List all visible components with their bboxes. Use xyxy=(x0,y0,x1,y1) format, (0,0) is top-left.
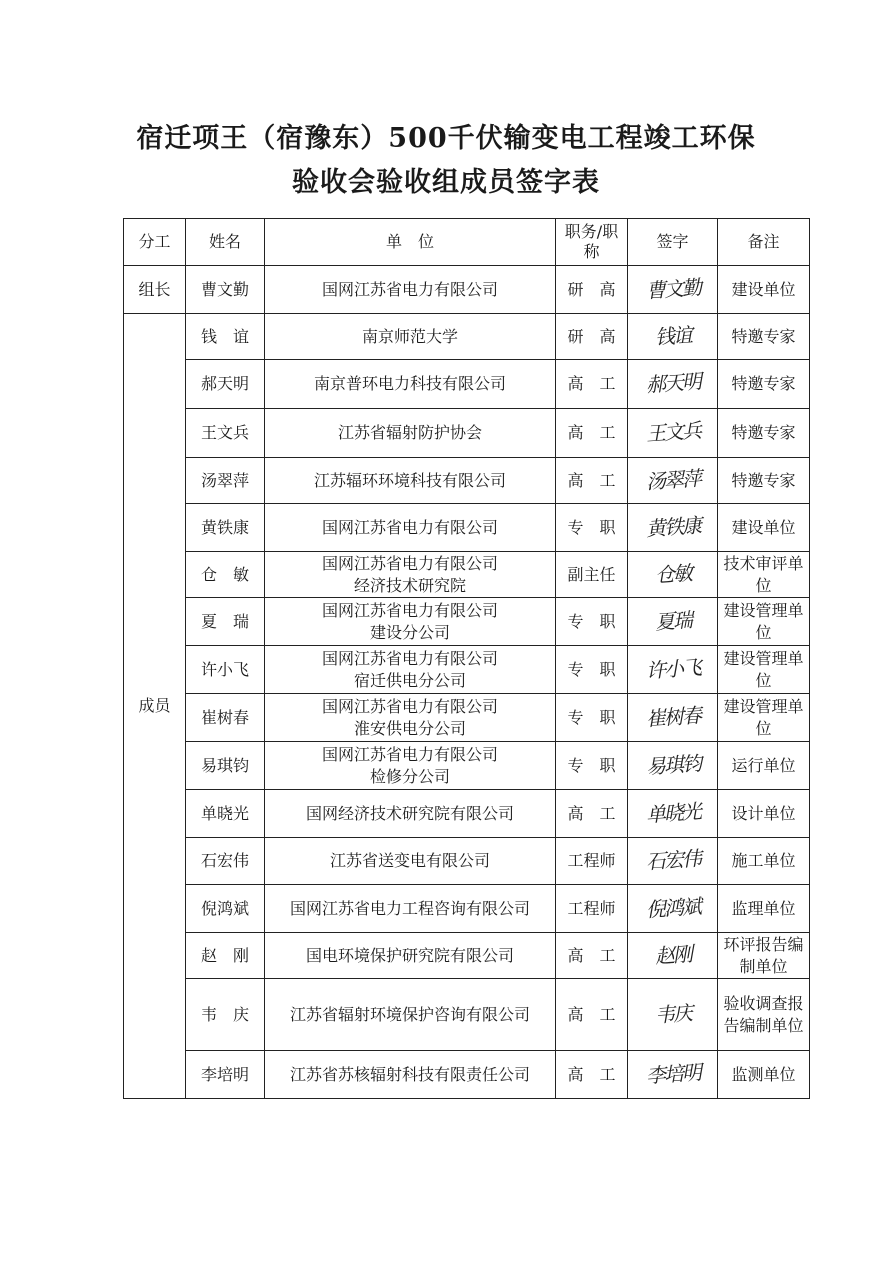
member-remark: 环评报告编制单位 xyxy=(718,933,810,979)
member-title: 工程师 xyxy=(556,838,628,885)
member-unit-line: 南京师范大学 xyxy=(361,326,458,346)
member-title: 专 职 xyxy=(556,598,628,646)
header-signature: 签字 xyxy=(628,219,718,266)
member-unit-line: 江苏省辐射环境保护咨询有限公司 xyxy=(289,1004,530,1024)
handwritten-signature: 曹文勤 xyxy=(644,274,701,303)
member-unit-line: 检修分公司 xyxy=(369,766,450,786)
table-header-row xyxy=(124,219,810,266)
document-title-line-2: 验收会验收组成员签字表 xyxy=(292,167,600,198)
handwritten-signature: 韦庆 xyxy=(653,1000,692,1027)
table-row xyxy=(124,504,810,552)
member-name: 倪鸿斌 xyxy=(186,885,265,933)
member-unit xyxy=(265,838,556,885)
member-name: 夏 瑞 xyxy=(186,598,265,646)
member-remark: 特邀专家 xyxy=(718,314,810,360)
member-remark: 建设管理单位 xyxy=(718,598,810,646)
member-unit-line: 江苏省送变电有限公司 xyxy=(329,851,490,870)
member-name: 仓 敏 xyxy=(186,552,265,598)
member-unit xyxy=(265,458,556,504)
member-signature xyxy=(628,790,718,838)
member-title: 高 工 xyxy=(556,360,628,409)
member-unit-line: 国网江苏省电力有限公司 xyxy=(321,279,498,299)
member-title: 专 职 xyxy=(556,504,628,552)
member-remark: 设计单位 xyxy=(718,790,810,838)
member-unit-line: 国电环境保护研究院有限公司 xyxy=(305,945,514,965)
member-title: 工程师 xyxy=(556,885,628,933)
handwritten-signature: 赵刚 xyxy=(653,941,692,968)
table-row xyxy=(124,838,810,885)
member-remark: 监理单位 xyxy=(718,885,810,933)
member-unit xyxy=(265,314,556,360)
table-row xyxy=(124,979,810,1051)
handwritten-signature: 石宏伟 xyxy=(644,846,701,874)
member-signature xyxy=(628,266,718,314)
member-remark: 施工单位 xyxy=(718,838,810,885)
member-signature xyxy=(628,360,718,409)
member-signature xyxy=(628,504,718,552)
member-remark: 验收调查报告编制单位 xyxy=(718,979,810,1051)
member-unit xyxy=(265,504,556,552)
member-unit-line: 江苏辐环环境科技有限公司 xyxy=(313,470,506,490)
handwritten-signature: 夏瑞 xyxy=(653,607,692,634)
member-remark: 建设管理单位 xyxy=(718,694,810,742)
table-row xyxy=(124,552,810,598)
handwritten-signature: 倪鸿斌 xyxy=(644,893,701,922)
member-title: 研 高 xyxy=(556,314,628,360)
member-unit-line: 国网经济技术研究院有限公司 xyxy=(305,803,514,823)
table-row xyxy=(124,790,810,838)
table-row xyxy=(124,458,810,504)
member-unit-line: 南京普环电力科技有限公司 xyxy=(313,374,506,393)
member-name: 郝天明 xyxy=(186,360,265,409)
member-signature xyxy=(628,742,718,790)
member-signature xyxy=(628,933,718,979)
member-title: 专 职 xyxy=(556,742,628,790)
member-unit xyxy=(265,266,556,314)
member-unit-line: 国网江苏省电力有限公司 xyxy=(321,600,498,620)
table-row xyxy=(124,1051,810,1099)
handwritten-signature: 钱谊 xyxy=(653,322,692,349)
member-remark: 监测单位 xyxy=(718,1051,810,1099)
member-unit-line: 国网江苏省电力有限公司 xyxy=(321,553,498,573)
member-title: 副主任 xyxy=(556,552,628,598)
handwritten-signature: 郝天明 xyxy=(644,369,701,397)
header-position: 职务/职称 xyxy=(556,219,628,266)
member-unit-line: 江苏省辐射防护协会 xyxy=(337,423,482,442)
member-unit xyxy=(265,979,556,1051)
member-unit-line: 国网江苏省电力工程咨询有限公司 xyxy=(289,898,530,918)
member-unit-line: 宿迁供电分公司 xyxy=(353,670,466,690)
member-title: 高 工 xyxy=(556,979,628,1051)
member-signature xyxy=(628,838,718,885)
member-unit xyxy=(265,933,556,979)
member-remark: 建设单位 xyxy=(718,504,810,552)
member-title: 高 工 xyxy=(556,409,628,458)
member-name: 黄铁康 xyxy=(186,504,265,552)
member-remark: 建设管理单位 xyxy=(718,646,810,694)
member-name: 许小飞 xyxy=(186,646,265,694)
member-unit xyxy=(265,742,556,790)
member-remark: 特邀专家 xyxy=(718,409,810,458)
handwritten-signature: 崔树春 xyxy=(644,702,701,731)
member-unit xyxy=(265,360,556,409)
member-remark: 运行单位 xyxy=(718,742,810,790)
table-row xyxy=(124,598,810,646)
member-unit-line: 国网江苏省电力有限公司 xyxy=(321,648,498,668)
table-row xyxy=(124,360,810,409)
member-unit xyxy=(265,694,556,742)
handwritten-signature: 汤翠萍 xyxy=(644,465,701,494)
member-title: 高 工 xyxy=(556,1051,628,1099)
member-name: 曹文勤 xyxy=(186,266,265,314)
member-title: 高 工 xyxy=(556,458,628,504)
member-title: 专 职 xyxy=(556,694,628,742)
member-title: 专 职 xyxy=(556,646,628,694)
table-row xyxy=(124,694,810,742)
header-name: 姓名 xyxy=(186,219,265,266)
member-remark: 特邀专家 xyxy=(718,360,810,409)
member-unit xyxy=(265,790,556,838)
member-signature xyxy=(628,458,718,504)
member-unit-line: 经济技术研究院 xyxy=(353,575,466,595)
member-signature xyxy=(628,694,718,742)
member-title: 高 工 xyxy=(556,790,628,838)
member-signature xyxy=(628,646,718,694)
member-remark: 特邀专家 xyxy=(718,458,810,504)
header-remark: 备注 xyxy=(718,219,810,266)
member-unit xyxy=(265,885,556,933)
handwritten-signature: 王文兵 xyxy=(644,418,701,446)
member-signature xyxy=(628,1051,718,1099)
member-remark: 建设单位 xyxy=(718,266,810,314)
table-row xyxy=(124,266,810,314)
member-name: 石宏伟 xyxy=(186,838,265,885)
member-signature xyxy=(628,979,718,1051)
member-signature xyxy=(628,598,718,646)
member-unit xyxy=(265,646,556,694)
member-unit-line: 建设分公司 xyxy=(369,622,450,642)
handwritten-signature: 李培明 xyxy=(644,1059,701,1088)
member-name: 韦 庆 xyxy=(186,979,265,1051)
handwritten-signature: 仓敏 xyxy=(653,560,692,587)
member-name: 王文兵 xyxy=(186,409,265,458)
group-leader-cell: 组长 xyxy=(124,266,186,314)
member-name: 易琪钧 xyxy=(186,742,265,790)
member-signature xyxy=(628,314,718,360)
member-unit-line: 国网江苏省电力有限公司 xyxy=(321,517,498,537)
member-unit-line: 国网江苏省电力有限公司 xyxy=(321,744,498,764)
member-unit-line: 淮安供电分公司 xyxy=(353,718,466,738)
member-name: 汤翠萍 xyxy=(186,458,265,504)
member-unit-line: 江苏省苏核辐射科技有限责任公司 xyxy=(289,1064,530,1084)
member-name: 钱 谊 xyxy=(186,314,265,360)
table-row xyxy=(124,314,810,360)
member-remark: 技术审评单位 xyxy=(718,552,810,598)
member-name: 单晓光 xyxy=(186,790,265,838)
member-unit-line: 国网江苏省电力有限公司 xyxy=(321,696,498,716)
member-signature xyxy=(628,409,718,458)
member-signature xyxy=(628,552,718,598)
member-name: 赵 刚 xyxy=(186,933,265,979)
document-title-line-1: 宿迁项王（宿豫东）500千伏输变电工程竣工环保 xyxy=(136,123,756,154)
table-row xyxy=(124,933,810,979)
handwritten-signature: 单晓光 xyxy=(644,798,701,827)
group-members-cell: 成员 xyxy=(124,314,186,1099)
header-division: 分工 xyxy=(124,219,186,266)
member-name: 李培明 xyxy=(186,1051,265,1099)
member-signature xyxy=(628,885,718,933)
member-unit xyxy=(265,598,556,646)
table-row xyxy=(124,646,810,694)
member-name: 崔树春 xyxy=(186,694,265,742)
handwritten-signature: 许小飞 xyxy=(644,654,701,683)
member-unit xyxy=(265,409,556,458)
handwritten-signature: 黄铁康 xyxy=(644,512,701,541)
signature-table xyxy=(123,218,810,1099)
member-title: 研 高 xyxy=(556,266,628,314)
table-row xyxy=(124,885,810,933)
member-unit xyxy=(265,1051,556,1099)
header-unit: 单 位 xyxy=(265,219,556,266)
table-row xyxy=(124,409,810,458)
member-unit xyxy=(265,552,556,598)
handwritten-signature: 易琪钧 xyxy=(644,750,701,779)
member-title: 高 工 xyxy=(556,933,628,979)
table-row xyxy=(124,742,810,790)
